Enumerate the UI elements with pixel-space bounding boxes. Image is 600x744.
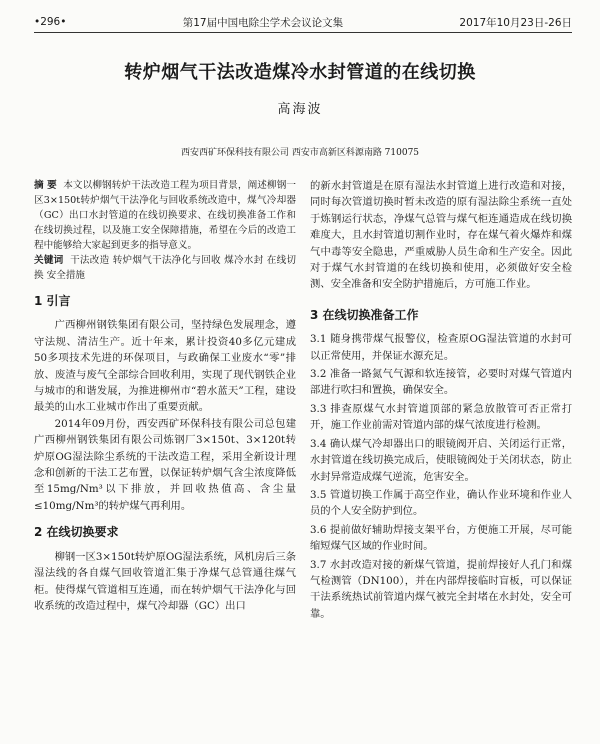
conference-date: 2017年10月23日-26日 bbox=[459, 16, 572, 29]
header-rule bbox=[34, 32, 572, 33]
abstract bbox=[34, 178, 296, 283]
step-3-1: 3.1 随身携带煤气报警仪，检查原OG湿法管道的水封可以正常使用，并保证水源充足。 bbox=[310, 333, 572, 362]
keywords-label: 关键词 bbox=[34, 255, 64, 266]
author: 高海波 bbox=[277, 102, 323, 117]
page-number: •296• bbox=[34, 16, 67, 28]
section-3-heading: 3 在线切换准备工作 bbox=[310, 307, 419, 322]
continued-paragraph: 的新水封管道是在原有湿法水封管道上进行改造和对接，同时每次管道切换时暂未改造的原有湿法除尘系统一直处于炼钢运行状态，净煤气总管与煤气柜连通造成在线切换难度大，且水封管道切割作业时，存在煤气着火爆炸和煤气中毒等安全隐患，严重威胁人员生命和生产安全。因此对于煤气水封管道的在线切换和使用，必须做好安全检测、安全准备和安全防护措施后，方可施工作业。 bbox=[310, 180, 572, 291]
section-1-heading: 1 引言 bbox=[34, 294, 71, 308]
step-3-3: 3.3 排查原煤气水封管道顶部的紧急放散管可否正常打开，施工作业前需对管道内部的煤气浓度进行检测。 bbox=[310, 402, 572, 432]
step-3-6: 3.6 提前做好辅助焊接支架平台，方便施工开展，尽可能缩短煤气区域的作业时间。 bbox=[310, 523, 572, 553]
abstract-label: 摘 要 bbox=[34, 180, 57, 191]
right-column bbox=[310, 178, 572, 624]
abstract-text: 本文以柳钢转炉干法改造工程为项目背景，阐述柳钢一区3×150t转炉烟气干法净化与回收系统改造中，煤气冷却器（GC）出口水封管道的在线切换要求、在线切换准备工作和在线切换过程，以及施工安全保障措施，希望在今后的改造工程中能够给大家起到更多的指导意义。 bbox=[34, 180, 297, 251]
step-3-7: 3.7 水封改造对接的新煤气管道，提前焊接好人孔门和煤气检测管（DN100），并在内部焊接临时盲板，可以保证干法系统热试前管道内煤气被完全封堵在水封处，安全可靠。 bbox=[310, 558, 572, 620]
journal-name: 第17届中国电除尘学术会议论文集 bbox=[182, 16, 344, 29]
section-1-paragraph-1: 广西柳州钢铁集团有限公司，坚持绿色发展理念，遵守法规、清洁生产。近十年来，累计投资40多亿元建成50多项技术先进的环保项目，与政确保工业废水“零”排放、废渣与废气全部综合回收利用，实现了现代钢铁企业与城市的和谐发展，为推进柳州市“碧水蓝天”工程，建设最美的山水工业城市作出了重要贡献。 bbox=[34, 319, 296, 414]
section-2-heading: 2 在线切换要求 bbox=[34, 525, 119, 540]
keywords-text: 干法改造 转炉烟气干法净化与回收 煤冷水封 在线切换 安全措施 bbox=[34, 255, 296, 281]
paper-title: 转炉烟气干法改造煤冷水封管道的在线切换 bbox=[124, 62, 476, 83]
left-column bbox=[34, 178, 296, 614]
affiliation: 西安西矿环保科技有限公司 西安市高新区科源南路 710075 bbox=[180, 148, 420, 158]
step-3-2: 3.2 准备一路氮气气源和软连接管，必要时对煤气管道内部进行吹扫和置换，确保安全。 bbox=[310, 368, 572, 397]
section-2-paragraph-1: 柳钢一区3×150t转炉原OG湿法系统，风机房后三条湿法线的各自煤气回收管道汇集于净煤气总管通往煤气柜。使得煤气管道相互连通，而在转炉烟气干法净化与回收系统的改造过程中，煤气冷却器（GC）出口 bbox=[34, 550, 296, 612]
running-header bbox=[34, 14, 572, 30]
step-3-4: 3.4 确认煤气冷却器出口的眼镜阀开启、关闭运行正常，水封管道在线切换完成后，使眼镜阀处于关闭状态，防止水封异常造成煤气逆流，危害安全。 bbox=[310, 437, 572, 483]
section-1-paragraph-2: 2014年09月份，西安西矿环保科技有限公司总包建广西柳州钢铁集团有限公司炼钢厂3×150t、3×120t转炉原OG湿法除尘系统的干法改造工程，采用全新设计理念和创新的干法工艺布置，以保证转炉烟气含尘浓度降低至15mg/Nm³以下排放，并回收热值高、含尘量≤10mg/Nm³的转炉煤气再利用。 bbox=[34, 417, 296, 512]
step-3-5: 3.5 管道切换工作属于高空作业，确认作业环境和作业人员的个人安全防护到位。 bbox=[310, 488, 572, 518]
